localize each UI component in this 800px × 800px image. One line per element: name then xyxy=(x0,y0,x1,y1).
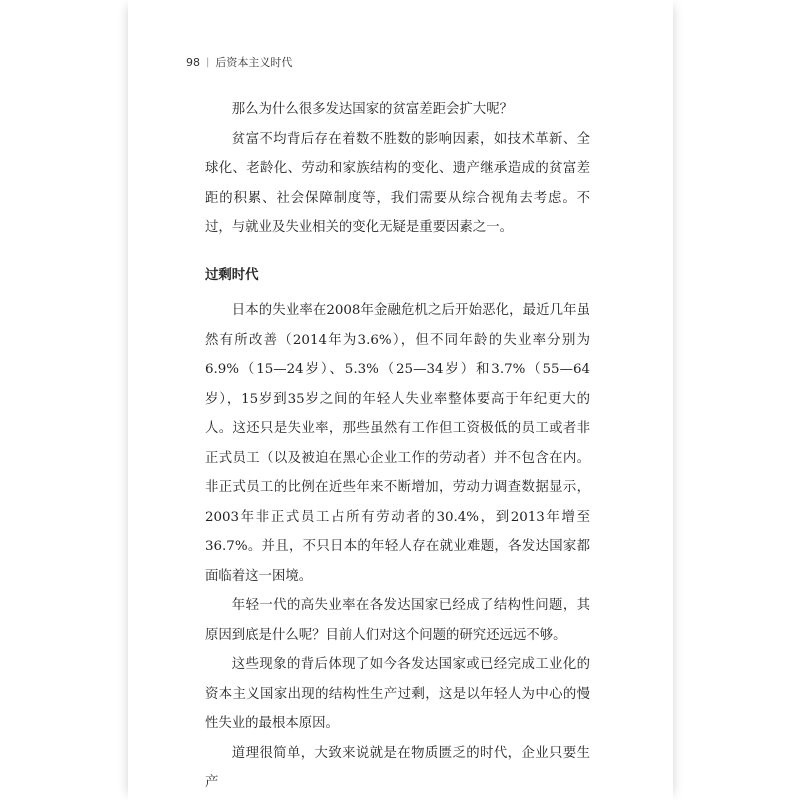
paragraph: 这些现象的背后体现了如今各发达国家或已经完成工业化的资本主义国家出现的结构性生产过剩，这是以年轻人为中心的慢性失业的最根本原因。 xyxy=(205,657,590,731)
body-text xyxy=(205,95,590,798)
paragraph: 日本的失业率在2008年金融危机之后开始恶化，最近几年虽然有所改善（2014年为3.6%），但不同年龄的失业率分别为6.9%（15—24岁）、5.3%（25—34岁）和3.7%（55—64岁），15岁到35岁之间的年轻人失业率整体要高于年纪更大的人。这还只是失业率，那些虽然有工作但工资极低的员工或者非正式员工（以及被迫在黑心企业工作的劳动者）并不包含在内。非正式员工的比例在近些年来不断增加，劳动力调查数据显示，2003年非正式员工占所有劳动者的30.4%，到2013年增至36.7%。并且，不只日本的年轻人存在就业难题，各发达国家都面临着这一困境。 xyxy=(205,303,590,584)
section-heading: 过剩时代 xyxy=(205,266,259,283)
book-page xyxy=(128,0,673,800)
paragraph: 年轻一代的高失业率在各发达国家已经成了结构性问题，其原因到底是什么呢？目前人们对这个问题的研究还远远不够。 xyxy=(205,598,590,643)
paragraph: 道理很简单，大致来说就是在物质匮乏的时代，企业只要生产 xyxy=(205,745,590,790)
book-title: 后资本主义时代 xyxy=(215,56,293,69)
paragraph: 那么为什么很多发达国家的贫富差距会扩大呢？ xyxy=(231,102,513,117)
paragraph: 贫富不均背后存在着数不胜数的影响因素，如技术革新、全球化、老龄化、劳动和家族结构的变化、遗产继承造成的贫富差距的积累、社会保障制度等，我们需要从综合视角去考虑。不过，与就业及失业相关的变化无疑是重要因素之一。 xyxy=(205,131,590,235)
page-number: 98 xyxy=(186,55,200,69)
header-separator: | xyxy=(206,56,210,68)
running-head xyxy=(186,54,292,70)
